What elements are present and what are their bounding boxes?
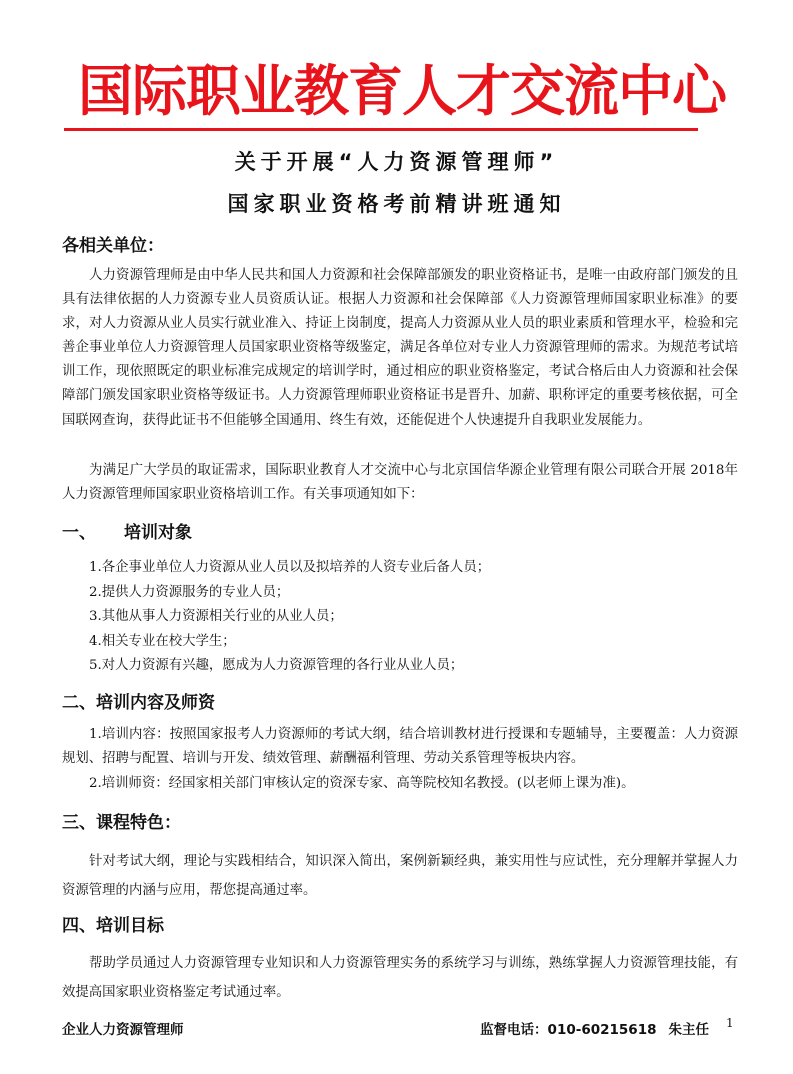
organization-title: 国际职业教育人才交流中心	[77, 59, 726, 123]
section-heading-2	[62, 688, 215, 713]
list-item: 4.相关专业在校大学生；	[89, 633, 236, 649]
section-heading-1	[62, 518, 192, 543]
section-title: 培训对象	[124, 523, 192, 543]
intro-paragraph-2: 为满足广大学员的取证需求，国际职业教育人才交流中心与北京国信华源企业管理有限公司联合开展 2018年人力资源管理师国家职业资格培训工作。有关事项通知如下：	[62, 463, 738, 503]
list-item: 1.各企事业单位人力资源从业人员以及拟培养的人资专业后备人员；	[89, 560, 491, 575]
footer-contact	[480, 1018, 709, 1038]
notice-title-line2: 国家职业资格考前精讲班通知	[227, 192, 566, 216]
section-number: 四、	[62, 916, 96, 936]
title-underline	[64, 128, 698, 131]
list-item: 1.培训内容：按照国家报考人力资源师的考试大纲，结合培训教材进行授课和专题辅导，主要覆盖：人力资源规划、招聘与配置、培训与开发、绩效管理、薪酬福利管理、劳动关系管理等板块内容。	[62, 727, 738, 767]
intro-paragraph-1: 人力资源管理师是由中华人民共和国人力资源和社会保障部颁发的职业资格证书，是唯一由政府部门颁发的且具有法律依据的人力资源专业人员资质认证。根据人力资源和社会保障部《人力资源管理师国家职业标准》的要求，对人力资源从业人员实行就业准入、持证上岗制度，提高人力资源从业人员的职业素质和管理水平，检验和完善企事业单位人力资源管理人员国家职业资格等级鉴定，满足各单位对专业人力资源管理师的需求。为规范考试培训工作，现依照既定的职业标准完成规定的培训学时，通过相应的职业资格鉴定，考试合格后由人力资源和社会保障部门颁发国家职业资格等级证书。人力资源管理师职业资格证书是晋升、加薪、职称评定的重要考核依据，可全国联网查询，获得此证书不但能够全国通用、终生有效，还能促进个人快速提升自我职业发展能力。	[62, 268, 738, 428]
supervision-phone: 监督电话：010-60215618	[480, 1022, 657, 1038]
list-item: 5.对人力资源有兴趣，愿成为人力资源管理的各行业从业人员；	[89, 658, 464, 673]
list-item: 2.培训师资：经国家相关部门审核认定的资深专家、高等院校知名教授。(以老师上课为准)。	[89, 775, 635, 791]
section-title: 培训内容及师资	[96, 693, 215, 713]
footer-left-text: 企业人力资源管理师	[62, 1022, 184, 1038]
list-item: 3.其他从事人力资源相关行业的从业人员；	[89, 609, 343, 624]
course-features-text: 针对考试大纲，理论与实践相结合，知识深入简出，案例新颖经典，兼实用性与应试性，充分理解并掌握人力资源管理的内涵与应用，帮您提高通过率。	[62, 854, 738, 898]
section-number: 三、	[62, 813, 96, 833]
section-heading-3	[62, 808, 181, 833]
section-title: 课程特色：	[96, 813, 181, 833]
section-heading-4	[62, 911, 164, 936]
section-number: 一、	[62, 523, 96, 543]
salutation: 各相关单位：	[62, 236, 164, 256]
list-item: 2.提供人力资源服务的专业人员；	[89, 584, 290, 600]
section-title: 培训目标	[96, 916, 164, 936]
notice-title-line1: 关于开展“人力资源管理师”	[234, 150, 559, 174]
training-content-list	[62, 723, 738, 796]
page-number: 1	[726, 1016, 734, 1030]
training-target-list	[62, 556, 738, 679]
contact-person: 朱主任	[668, 1022, 709, 1038]
section-number: 二、	[62, 693, 96, 713]
training-goal-text: 帮助学员通过人力资源管理专业知识和人力资源管理实务的系统学习与训练，熟练掌握人力资源管理技能，有效提高国家职业资格鉴定考试通过率。	[62, 956, 738, 1000]
